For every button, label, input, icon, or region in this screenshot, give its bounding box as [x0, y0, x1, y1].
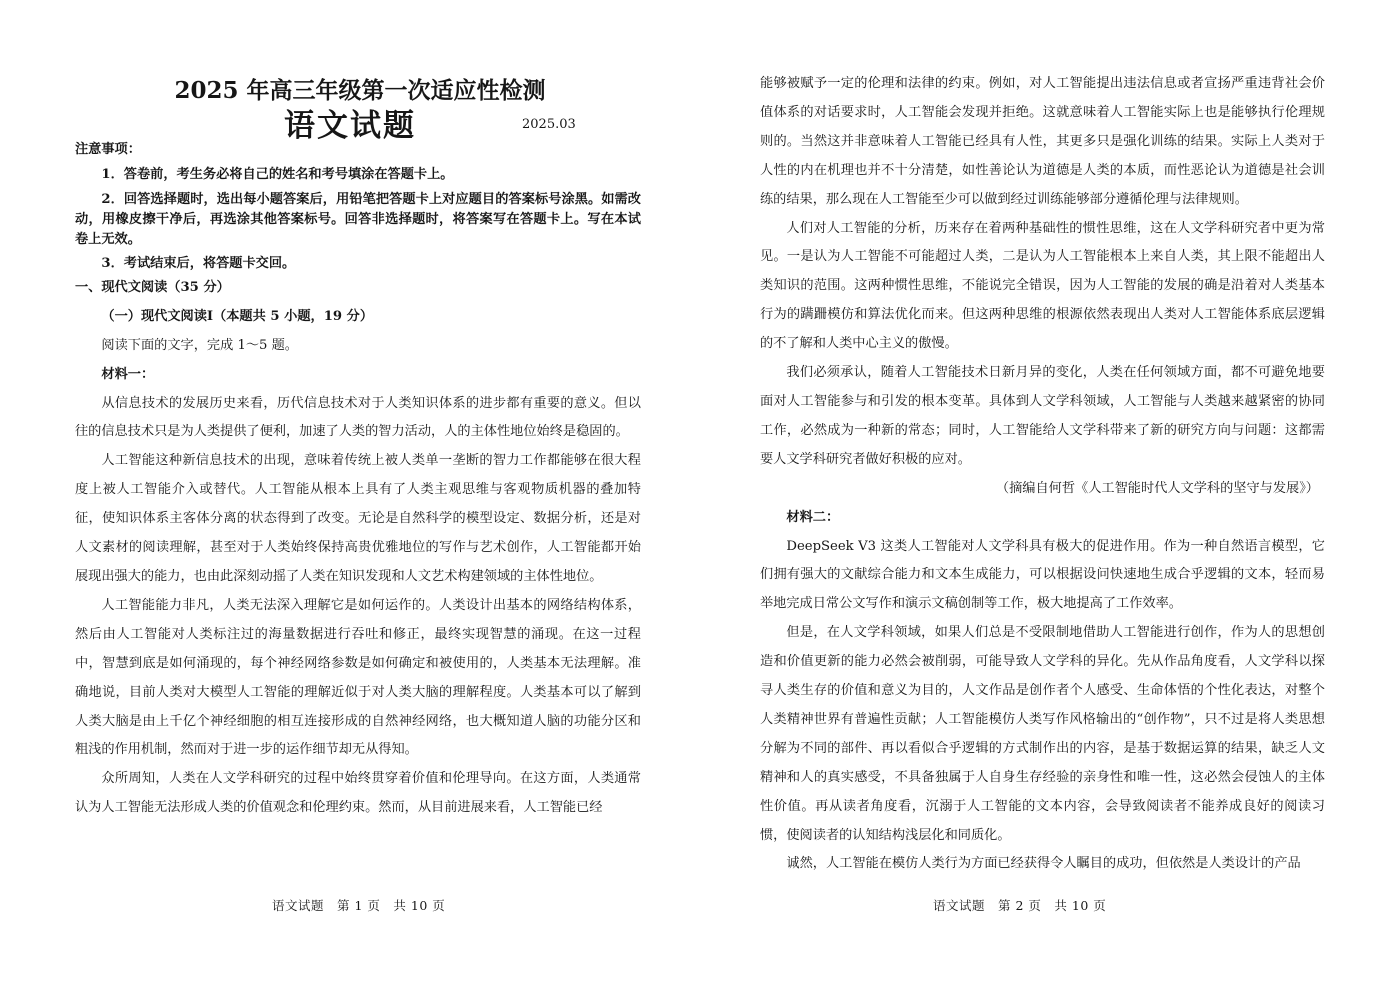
- notice-item: 3．考试结束后，将答题卡交回。: [101, 255, 296, 271]
- passage-paragraph: 能够被赋予一定的伦理和法律的约束。例如，对人工智能提出违法信息或者宣扬严重违背社会价值体系的对话要求时，人工智能会发现并拒绝。这就意味着人工智能实际上也是能够执行伦理规则的。当然这并非意味着人工智能已经具有人性，其更多只是强化训练的结果。实际上人类对于人性的内在机理也并不十分清楚，如性善论认为道德是人类的本质，而性恶论认为道德是社会训练的结果，那么现在人工智能至少可以做到经过训练能够部分遵循伦理与法律规则。: [760, 76, 1325, 207]
- passage-paragraph: 人工智能能力非凡，人类无法深入理解它是如何运作的。人类设计出基本的网络结构体系，然后由人工智能对人类标注过的海量数据进行吞吐和修正，最终实现智慧的涌现。在这一过程中，智慧到底是如何涌现的，每个神经网络参数是如何确定和被使用的，人类基本无法理解。准确地说，目前人类对大模型人工智能的理解近似于对人类大脑的理解程度。人类基本可以了解到人类大脑是由上千亿个神经细胞的相互连接形成的自然神经网络，也大概知道人脑的功能分区和粗浅的作用机制，然而对于进一步的运作细节却无从得知。: [75, 597, 641, 758]
- exam-title: 2025 年高三年级第一次适应性检测: [174, 77, 546, 104]
- exam-page-2: [700, 0, 1399, 983]
- passage-paragraph: 我们必须承认，随着人工智能技术日新月异的变化，人类在任何领域方面，都不可避免地要面对人工智能参与和引发的根本变革。具体到人文学科领域，人工智能与人类越来越紧密的协同工作，必然成为一种新的常态；同时，人工智能给人文学科带来了新的研究方向与问题：这都需要人文学科研究者做好积极的应对。: [760, 365, 1325, 467]
- passage-paragraph: 人工智能这种新信息技术的出现，意味着传统上被人类单一垄断的智力工作都能够在很大程度上被人工智能介入或替代。人工智能从根本上具有了人类主观思维与客观物质机器的叠加特征，使知识体系主客体分离的状态得到了改变。无论是自然科学的模型设定、数据分析，还是对人文素材的阅读理解，甚至对于人类始终保持高贵优雅地位的写作与艺术创作，人工智能都开始展现出强大的能力，也由此深刻动摇了人类在知识发现和人文艺术构建领域的主体性地位。: [75, 453, 641, 584]
- passage-paragraph: 诚然，人工智能在模仿人类行为方面已经获得令人瞩目的成功，但依然是人类设计的产品: [786, 856, 1301, 872]
- reading-instruction: 阅读下面的文字，完成 1～5 题。: [101, 337, 298, 353]
- notice-item: 1．答卷前，考生务必将自己的姓名和考号填涂在答题卡上。: [101, 166, 454, 182]
- passage-paragraph: 众所周知，人类在人文学科研究的过程中始终贯穿着价值和伦理导向。在这方面，人类通常认为人工智能无法形成人类的价值观念和伦理约束。然而，从目前进展来看，人工智能已经: [75, 771, 641, 816]
- source-citation: （摘编自何哲《人工智能时代人文学科的坚守与发展》）: [995, 480, 1319, 496]
- notice-heading: 注意事项：: [75, 142, 141, 157]
- passage-paragraph: DeepSeek V3 这类人工智能对人文学科具有极大的促进作用。作为一种自然语言模型，它们拥有强大的文献综合能力和文本生成能力，可以根据设问快速地生成合乎逻辑的文本，轻而易举地完成日常公文写作和演示文稿创制等工作，极大地提高了工作效率。: [760, 538, 1325, 612]
- exam-subject: 语文试题: [284, 108, 416, 144]
- section-heading: 一、现代文阅读（35 分）: [75, 279, 230, 295]
- notice-item: 2．回答选择题时，选出每小题答案后，用铅笔把答题卡上对应题目的答案标号涂黑。如需改动，用橡皮擦干净后，再选涂其他答案标号。回答非选择题时，将答案写在答题卡上。写在本试卷上无效。: [75, 191, 641, 247]
- passage-paragraph: 人们对人工智能的分析，历来存在着两种基础性的惯性思维，这在人文学科研究者中更为常见。一是认为人工智能不可能超过人类，二是认为人工智能根本上来自人类，其上限不能超出人类知识的范围。这两种惯性思维，不能说完全错误，因为人工智能的发展的确是沿着对人类基本行为的蹒跚模仿和算法优化而来。但这两种思维的根源依然表现出人类对人工智能体系底层逻辑的不了解和人类中心主义的傲慢。: [760, 220, 1325, 352]
- exam-date: 2025.03: [522, 117, 576, 132]
- page-2-body: [760, 70, 1325, 879]
- material-one-label: 材料一：: [101, 366, 155, 382]
- passage-paragraph: 但是，在人文学科领域，如果人们总是不受限制地借助人工智能进行创作，作为人的思想创造和价值更新的能力必然会被削弱，可能导致人文学科的异化。先从作品角度看，人文学科以探寻人类生存的价值和意义为目的，人文作品是创作者个人感受、生命体悟的个性化表达，对整个人类精神世界有普遍性贡献；人工智能模仿人类写作风格输出的“创作物”，只不过是将人类思想分解为不同的部件、再以看似合乎逻辑的方式制作出的内容，是基于数据运算的结果，缺乏人文精神和人的真实感受，不具备独属于人自身生存经验的亲身性和唯一性，这必然会侵蚀人的主体性价值。再从读者角度看，沉溺于人工智能的文本内容，会导致阅读者不能养成良好的阅读习惯，使阅读者的认知结构浅层化和同质化。: [760, 625, 1325, 843]
- page-2-footer: 语文试题 第 2 页 共 10 页: [933, 898, 1107, 913]
- material-two-label: 材料二：: [786, 509, 840, 525]
- page-1-footer: 语文试题 第 1 页 共 10 页: [272, 898, 446, 913]
- subsection-heading: （一）现代文阅读Ⅰ（本题共 5 小题，19 分）: [101, 308, 374, 324]
- passage-paragraph: 从信息技术的发展历史来看，历代信息技术对于人类知识体系的进步都有重要的意义。但以往的信息技术只是为人类提供了便利，加速了人类的智力活动，人的主体性地位始终是稳固的。: [75, 395, 641, 440]
- page-1-body: [75, 136, 641, 823]
